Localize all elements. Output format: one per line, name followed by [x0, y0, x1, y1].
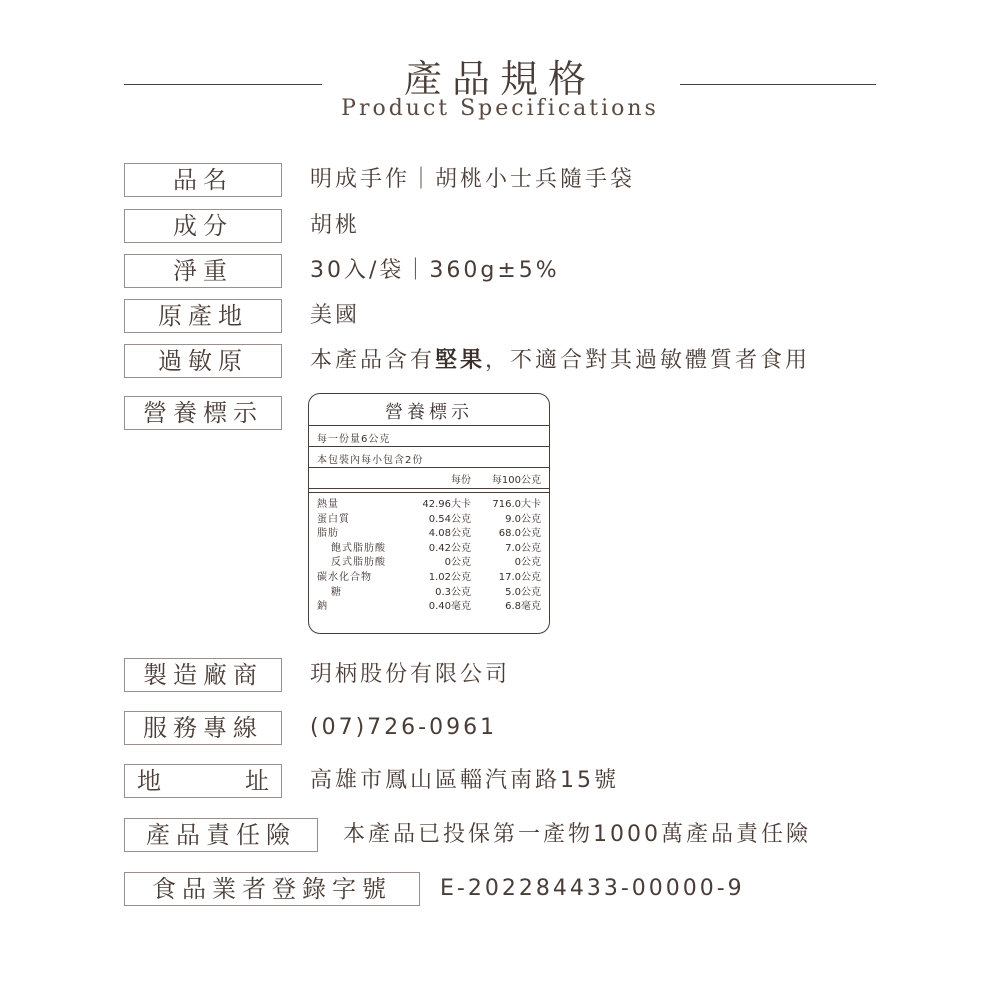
- nutrient-name: 碳水化合物: [317, 572, 372, 583]
- allergen-text-post: ，不適合對其過敏體質者食用: [485, 348, 811, 373]
- liability-label: 產品責任險: [124, 818, 318, 852]
- col-per-serving: 每份: [451, 475, 471, 486]
- liability-value: 本產品已投保第一產物1000萬產品責任險: [343, 822, 811, 847]
- servings-per-pack: 本包裝內每小包含2份: [317, 455, 424, 466]
- nutrition-panel-title: 營養標示: [385, 402, 473, 423]
- nutrient-per-100g: 9.0公克: [505, 513, 541, 525]
- nutrient-name: 糖: [331, 586, 342, 598]
- maker-value: 玥柄股份有限公司: [310, 662, 511, 687]
- address-label: [124, 764, 282, 798]
- nutrient-per-100g: 5.0公克: [505, 586, 541, 598]
- nutrient-name: 鈉: [317, 601, 328, 613]
- nutrient-per-100g: 68.0公克: [498, 528, 541, 540]
- nutrition-divider: [309, 467, 549, 468]
- nutrition-divider: [309, 446, 549, 447]
- nutrient-per-100g: 7.0公克: [505, 542, 541, 554]
- nutrient-name: 反式脂肪酸: [331, 557, 386, 569]
- name-label: 品名: [124, 163, 282, 197]
- nutrient-per-serving: 0.42公克: [428, 542, 471, 554]
- service-phone: (07)726-0961: [310, 715, 498, 740]
- nutrient-name: 蛋白質: [317, 513, 350, 525]
- license-label: 食品業者登錄字號: [124, 872, 420, 906]
- allergen-text-pre: 本產品含有: [310, 348, 436, 373]
- allergen-text-bold: 堅果: [435, 348, 486, 373]
- nutrition-row: [309, 495, 549, 509]
- nutrient-per-serving: 0.54公克: [428, 513, 471, 525]
- origin-label: 原產地: [124, 299, 282, 333]
- nutrient-name: 飽式脂肪酸: [331, 542, 386, 554]
- nutrient-per-serving: 42.96大卡: [422, 499, 471, 510]
- ingredients-value: 胡桃: [310, 213, 361, 238]
- nutrient-per-100g: 716.0大卡: [492, 499, 541, 510]
- name-value: 明成手作｜胡桃小士兵隨手袋: [310, 167, 636, 192]
- nutrition-divider: [309, 492, 549, 493]
- address-value: 高雄市鳳山區輜汽南路15號: [310, 768, 619, 793]
- allergen-label: 過敏原: [124, 344, 282, 378]
- nutrition-col-header: [309, 471, 549, 485]
- nutrition-row: [309, 568, 549, 582]
- nutrient-per-100g: 6.8毫克: [505, 601, 541, 613]
- nutrient-per-100g: 0公克: [514, 557, 541, 569]
- maker-label: 製造廠商: [124, 658, 282, 692]
- nutrient-per-serving: 0.3公克: [435, 586, 471, 598]
- nutrient-per-serving: 0公克: [444, 557, 471, 569]
- nutrition-facts-panel: [308, 393, 550, 634]
- nutrition-row: [309, 510, 549, 524]
- ingredients-label: 成分: [124, 209, 282, 243]
- address-label-part-2: 址: [245, 767, 269, 795]
- page-subtitle: Product Specifications: [341, 96, 659, 121]
- nutrient-per-serving: 1.02公克: [428, 572, 471, 583]
- nutrient-name: 熱量: [317, 499, 339, 510]
- serving-size: 每一份量6公克: [317, 434, 391, 445]
- nutrition-row: [309, 597, 549, 611]
- nutrition-divider: [309, 488, 549, 489]
- address-label-part-1: 地: [137, 767, 161, 795]
- page-title: 產品規格: [403, 57, 596, 101]
- nutrition-label: 營養標示: [124, 396, 282, 430]
- nutrition-row: [309, 539, 549, 553]
- col-per-100g: 每100公克: [491, 475, 541, 486]
- license-value: E-202284433-00000-9: [440, 876, 745, 901]
- nutrition-row: [309, 553, 549, 567]
- nutrient-name: 脂肪: [317, 528, 339, 540]
- nutrition-row: [309, 524, 549, 538]
- nutrition-row: [309, 583, 549, 597]
- origin-value: 美國: [310, 303, 361, 328]
- nutrient-per-serving: 4.08公克: [428, 528, 471, 540]
- weight-value: 30入/袋｜360g±5%: [310, 258, 560, 283]
- service-label: 服務專線: [124, 711, 282, 745]
- nutrition-divider: [309, 425, 549, 426]
- nutrient-per-serving: 0.40毫克: [428, 601, 471, 613]
- nutrient-per-100g: 17.0公克: [498, 572, 541, 583]
- allergen-value: [310, 344, 810, 378]
- weight-label: 淨重: [124, 254, 282, 288]
